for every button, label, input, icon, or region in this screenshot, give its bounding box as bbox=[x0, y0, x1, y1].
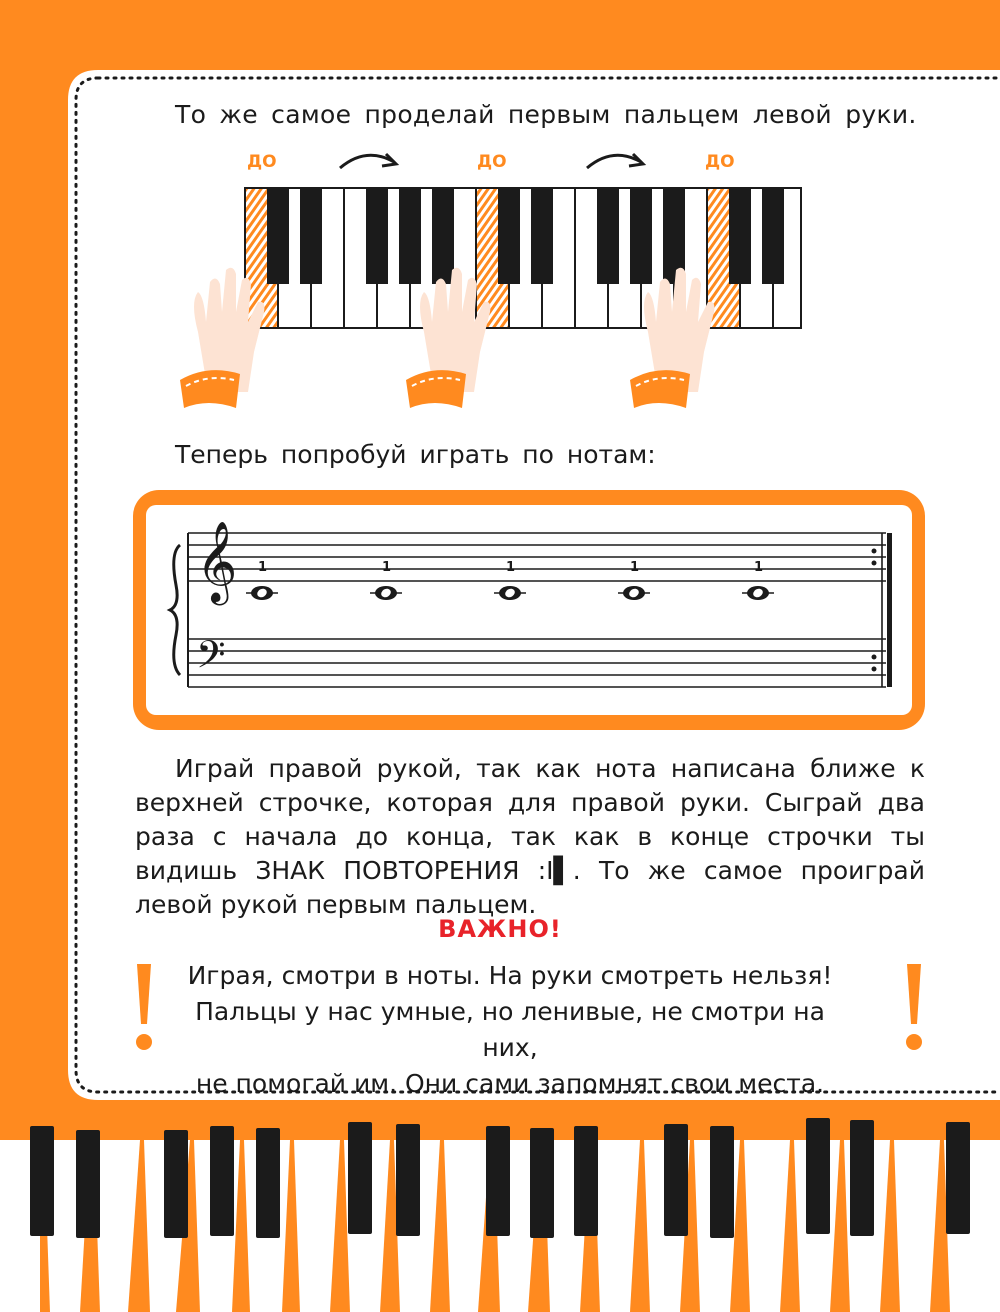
explanation-paragraph bbox=[135, 752, 925, 922]
bottom-piano-decoration bbox=[0, 1100, 1000, 1312]
sheet-music bbox=[146, 505, 912, 715]
finger-number: 1 bbox=[754, 560, 764, 575]
brace bbox=[170, 545, 180, 675]
hand-icon bbox=[628, 262, 738, 412]
exclamation-icon bbox=[133, 962, 155, 1057]
important-heading: ВАЖНО! bbox=[438, 915, 562, 943]
hand-icon bbox=[404, 262, 514, 412]
paragraph-text: Играй правой рукой, так как нота написана ближе к верхней строчке, которая для правой руки. Сыграй два раза с начала до конца, так как в конце строчки ты видишь ЗНАК ПОВТОРЕНИЯ :I▌. То же самое проиграй левой рукой первым пальцем. bbox=[135, 754, 925, 919]
note-label-do-3: ДО bbox=[705, 152, 735, 172]
finger-number: 1 bbox=[382, 560, 392, 575]
hand-icon bbox=[178, 262, 288, 412]
instruction-line-1: То же самое проделай первым пальцем левой руки. bbox=[175, 100, 917, 129]
important-text bbox=[170, 958, 850, 1102]
important-line: Играя, смотри в ноты. На руки смотреть нельзя! bbox=[187, 961, 833, 990]
treble-clef-icon: 𝄞 bbox=[196, 520, 238, 602]
bass-clef-icon: 𝄢 bbox=[196, 632, 226, 686]
note-label-do-2: ДО bbox=[477, 152, 507, 172]
arrow-icon bbox=[336, 146, 406, 176]
important-line: Пальцы у нас умные, но ленивые, не смотри на них, bbox=[195, 997, 825, 1062]
important-line: не помогай им. Они сами запомнят свои места. bbox=[195, 1069, 825, 1098]
note-label-do-1: ДО bbox=[247, 152, 277, 172]
finger-number: 1 bbox=[506, 560, 516, 575]
whole-note-icon bbox=[251, 586, 769, 600]
sheet-music-frame bbox=[133, 490, 925, 730]
finger-number: 1 bbox=[630, 560, 640, 575]
arrow-icon bbox=[583, 146, 653, 176]
instruction-line-2: Теперь попробуй играть по нотам: bbox=[175, 440, 656, 469]
exclamation-icon bbox=[903, 962, 925, 1057]
piano-keyboard-diagram bbox=[240, 185, 840, 335]
finger-number: 1 bbox=[258, 560, 268, 575]
